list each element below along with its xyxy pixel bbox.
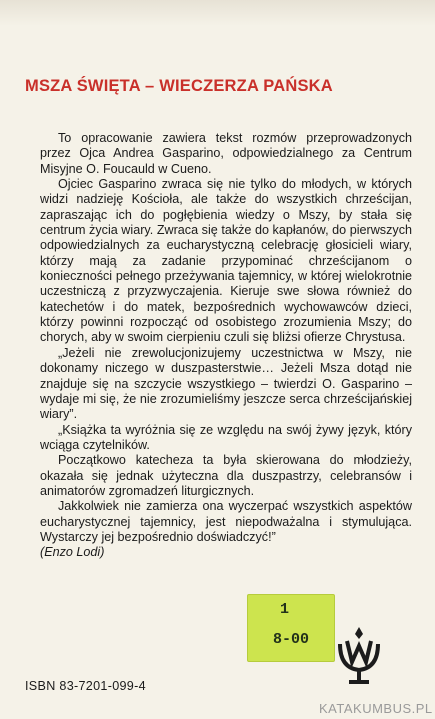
sticker-number: 1 <box>280 601 290 618</box>
quote-attribution: (Enzo Lodi) <box>40 545 105 560</box>
isbn-number: ISBN 83-7201-099-4 <box>25 679 146 693</box>
blurb-paragraph-1: To opracowanie zawiera tekst rozmów przeprowadzonych przez Ojca Andrea Gasparino, odpowiedzialnego za Centrum Misyjne O. Foucauld w Cueno. <box>40 131 412 176</box>
blurb-paragraph-2: Ojciec Gasparino zwraca się nie tylko do młodych, w których widzi nadzieję Kościoła, ale także do wszystkich chrześcijan, zapraszając ich do pogłębienia wiedzy o Mszy, by stała się centrum życia wiary. Zwraca się także do kapłanów, do pierwszych odpowiedzialnych za eucharystyczną celebrację głosicieli wiary, którzy mają za zadanie przypominać chrześcijanom o konieczności pełnego przeżywania tajemnicy, w której wielokrotnie uczestniczą z przyzwyczajenia. Kieruje swe słowa również do katechetów i do matek, bezpośrednich wychowawców dzieci, którzy powinni rozpocząć od osobistego zrozumienia Mszy; do chorych, aby w swoim cierpieniu czuli się bliżsi ofierze Chrystusa. <box>40 177 412 345</box>
blurb-paragraph-5: Początkowo katecheza ta była skierowana do młodzieży, okazała się jednak użyteczna dla duszpastrzy, celebransów i animatorów zgromadzeń liturgicznych. <box>40 453 412 498</box>
blurb-paragraph-3: „Jeżeli nie zrewolucjonizujemy uczestnictwa w Mszy, nie dokonamy niczego w duszpasterstwie… Jeżeli Msza dotąd nie znajduje się na szczycie wszystkiego – twierdzi O. Gasparino – wydaje mi się, że nie zrozumieliśmy jeszcze serca chrześcijańskiej wiary”. <box>40 345 412 422</box>
blurb-paragraph-6: Jakkolwiek nie zamierza ona wyczerpać wszystkich aspektów eucharystycznej tajemnicy, jest niepodważalna i stymulująca. Wystarczy jej bezpośrednio doświadczyć!” <box>40 499 412 544</box>
publisher-logo-icon <box>334 624 384 688</box>
price-sticker <box>247 594 335 662</box>
top-shadow <box>0 0 435 26</box>
blurb <box>40 131 412 561</box>
site-watermark: KATAKUMBUS.PL <box>319 701 433 716</box>
book-title: MSZA ŚWIĘTA – WIECZERZA PAŃSKA <box>25 77 333 95</box>
sticker-price: 8-00 <box>273 631 310 648</box>
blurb-paragraph-4: „Książka ta wyróżnia się ze względu na swój żywy język, który wciąga czytelników. <box>40 422 412 452</box>
